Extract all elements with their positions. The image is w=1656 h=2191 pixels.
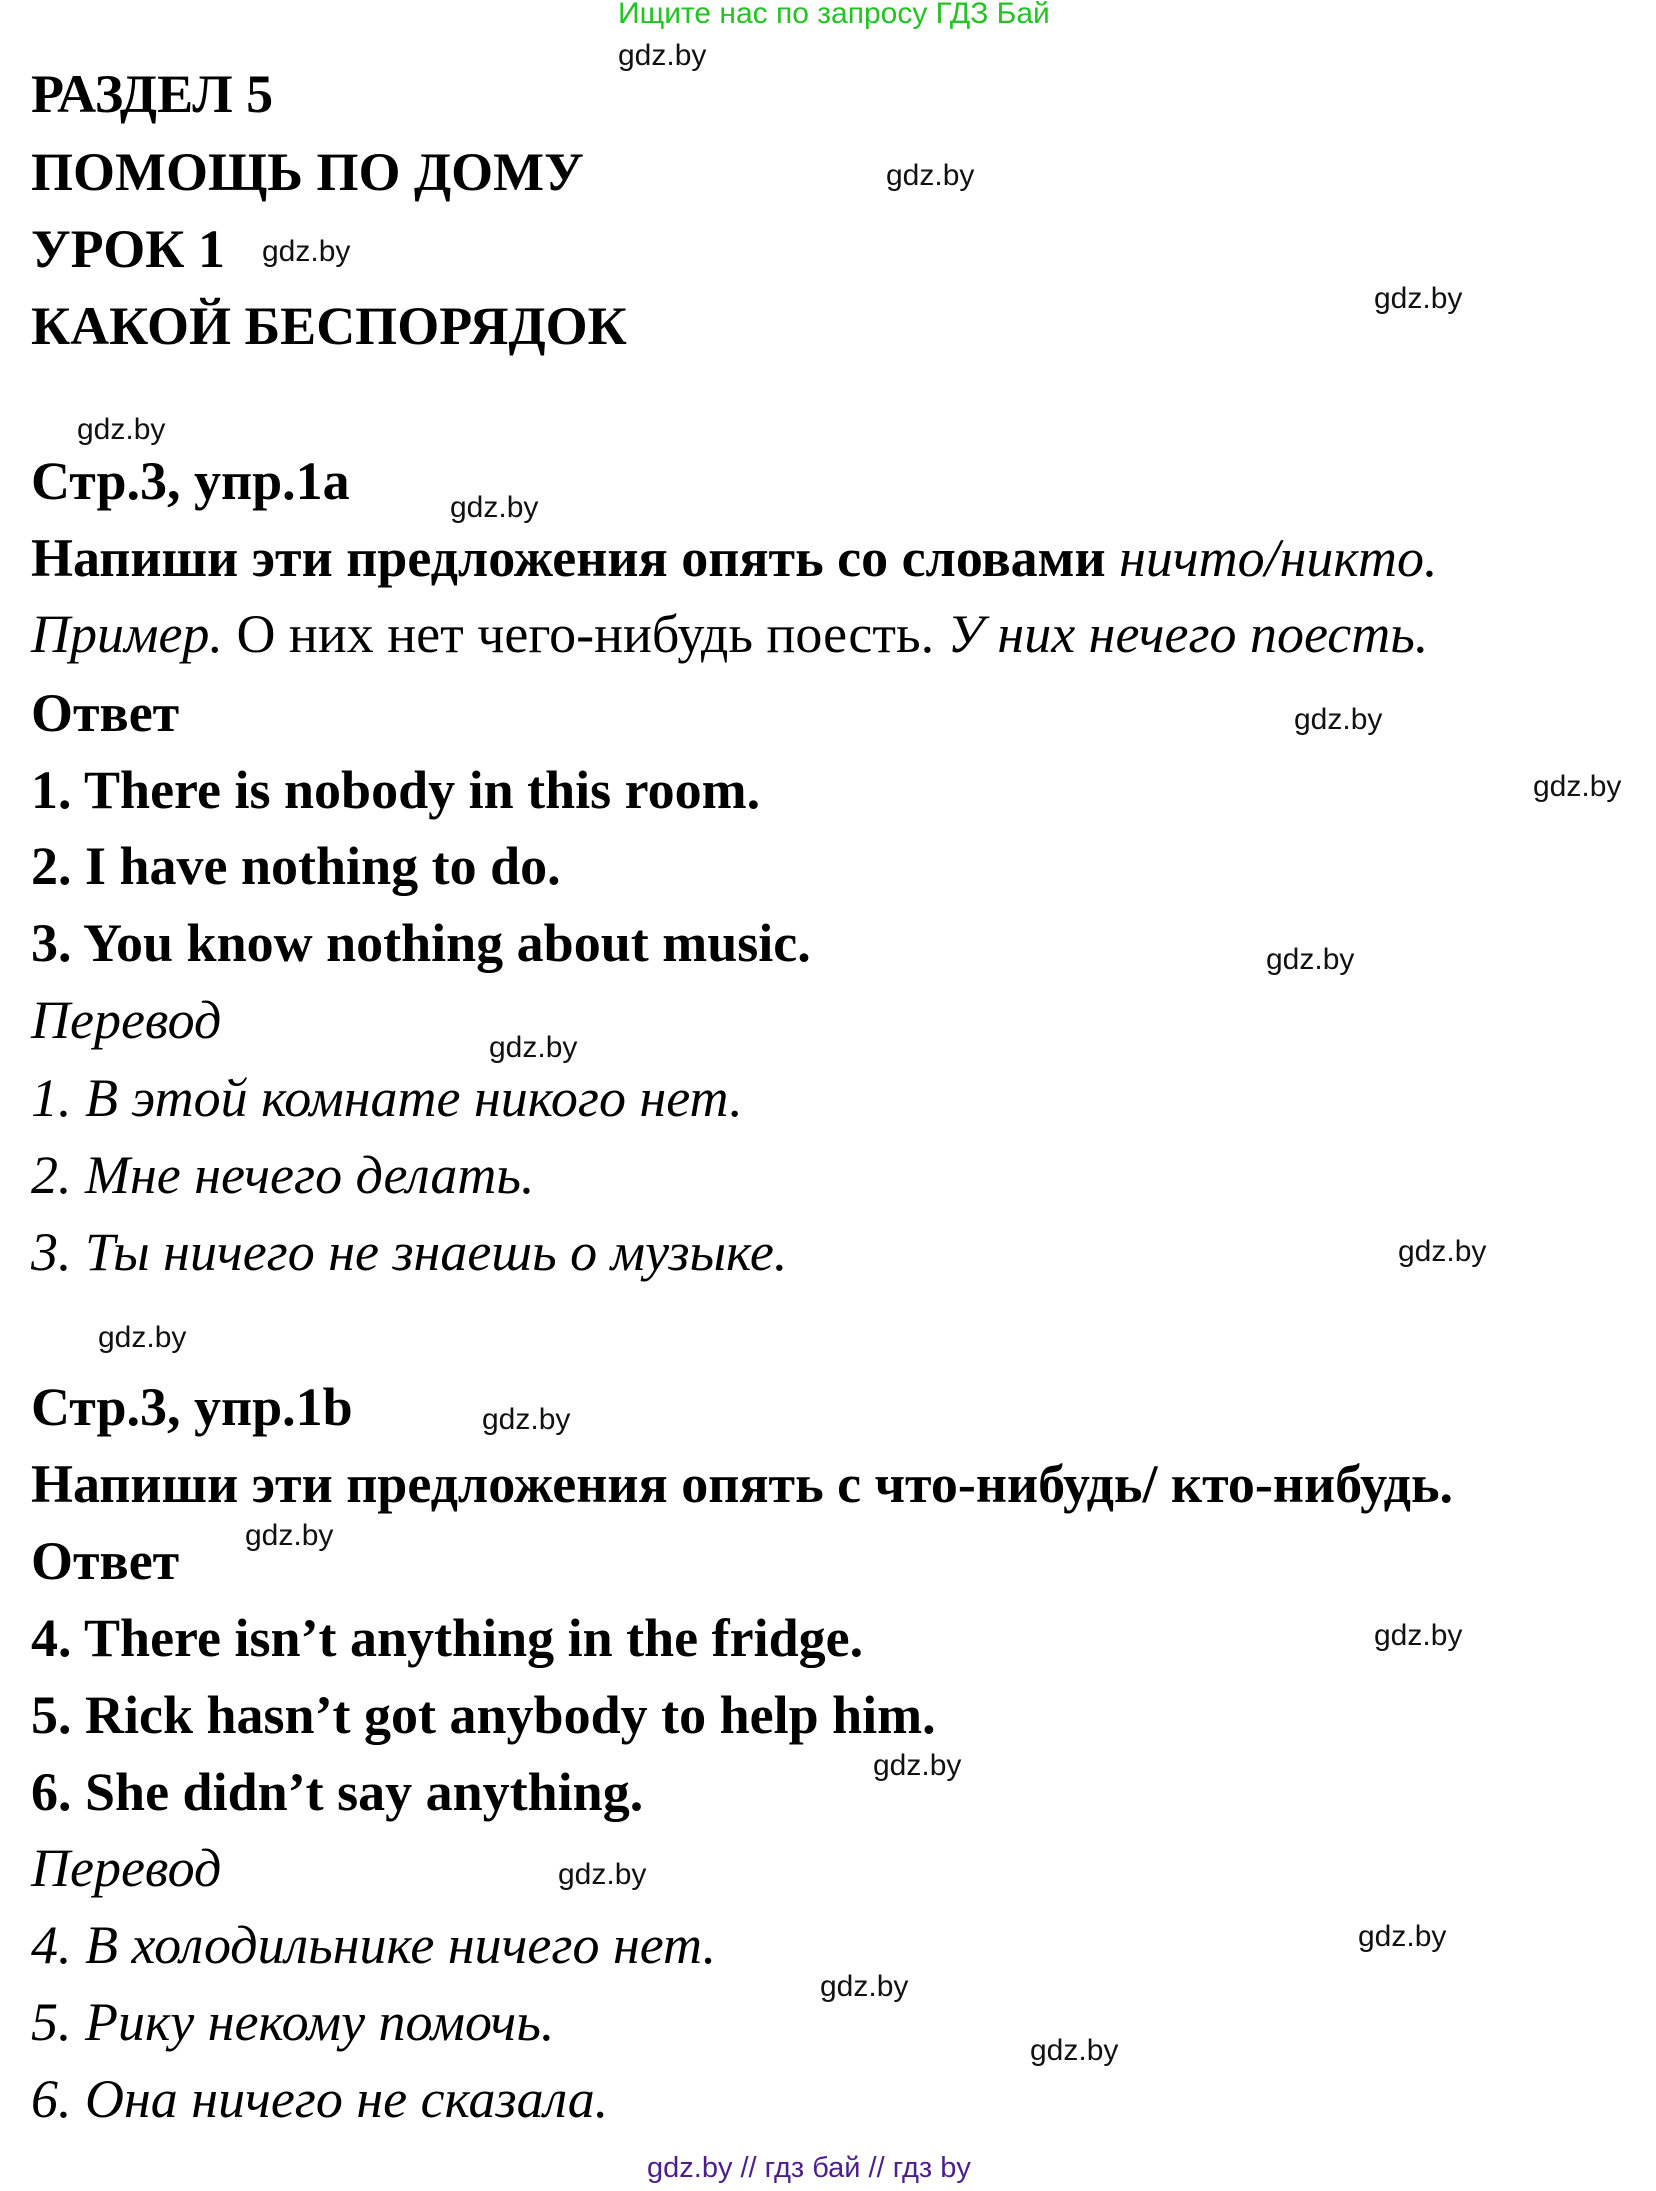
answer-label: Ответ [31,683,180,743]
task-text: Напиши эти предложения опять со словами [31,528,1120,588]
footer-banner-link[interactable]: gdz.by // гдз бай // гдз by [647,2152,971,2184]
answer-line: 3. You know nothing about music. [31,913,811,973]
translation-line: 1. В этой комнате никого нет. [31,1068,743,1128]
watermark: gdz.by [489,1031,578,1064]
answer-label: Ответ [31,1531,180,1591]
watermark: gdz.by [1398,1235,1487,1268]
translation-line: 2. Мне нечего делать. [31,1145,535,1205]
example-answer: У них нечего поесть. [947,604,1429,664]
watermark: gdz.by [245,1519,334,1552]
watermark: gdz.by [558,1858,647,1891]
translation-line: 4. В холодильнике ничего нет. [31,1915,717,1975]
translation-line: 3. Ты ничего не знаешь о музыке. [31,1222,788,1282]
watermark: gdz.by [1533,770,1622,803]
watermark: gdz.by [1374,1619,1463,1652]
answer-line: 6. She didn’t say anything. [31,1762,644,1822]
watermark: gdz.by [873,1749,962,1782]
watermark: gdz.by [1030,2034,1119,2067]
translation-label: Перевод [31,990,222,1050]
watermark: gdz.by [1374,282,1463,315]
task-italic: ничто/никто. [1119,528,1438,588]
answer-line: 5. Rick hasn’t got anybody to help him. [31,1685,936,1745]
header-banner-link[interactable]: Ищите нас по запросу ГДЗ Бай [618,0,1050,30]
answer-line: 1. There is nobody in this room. [31,760,761,820]
watermark: gdz.by [77,413,166,446]
watermark: gdz.by [450,491,539,524]
section-title: ПОМОЩЬ ПО ДОМУ [31,142,584,202]
lesson-heading: УРОК 1 [31,219,225,279]
answer-line: 4. There isn’t anything in the fridge. [31,1608,864,1668]
example-text: О них нет чего-нибудь поесть. [222,604,948,664]
watermark: gdz.by [618,39,707,72]
exercise-1a-heading: Стр.3, упр.1а [31,451,350,511]
translation-line: 5. Рику некому помочь. [31,1992,555,2052]
exercise-1a-example [31,604,1428,664]
lesson-title: КАКОЙ БЕСПОРЯДОК [31,296,627,356]
watermark: gdz.by [482,1403,571,1436]
watermark: gdz.by [98,1321,187,1354]
section-heading: РАЗДЕЛ 5 [31,64,274,124]
exercise-1b-heading: Стр.3, упр.1b [31,1377,353,1437]
example-label: Пример. [31,604,223,664]
exercise-1b-task: Напиши эти предложения опять с что-нибудь/ кто-нибудь. [31,1454,1454,1514]
translation-line: 6. Она ничего не сказала. [31,2069,609,2129]
watermark: gdz.by [262,235,351,268]
watermark: gdz.by [1266,943,1355,976]
watermark: gdz.by [1358,1920,1447,1953]
exercise-1a-task [31,528,1437,588]
answer-line: 2. I have nothing to do. [31,836,561,896]
watermark: gdz.by [820,1970,909,2003]
translation-label: Перевод [31,1838,222,1898]
watermark: gdz.by [886,159,975,192]
watermark: gdz.by [1294,703,1383,736]
